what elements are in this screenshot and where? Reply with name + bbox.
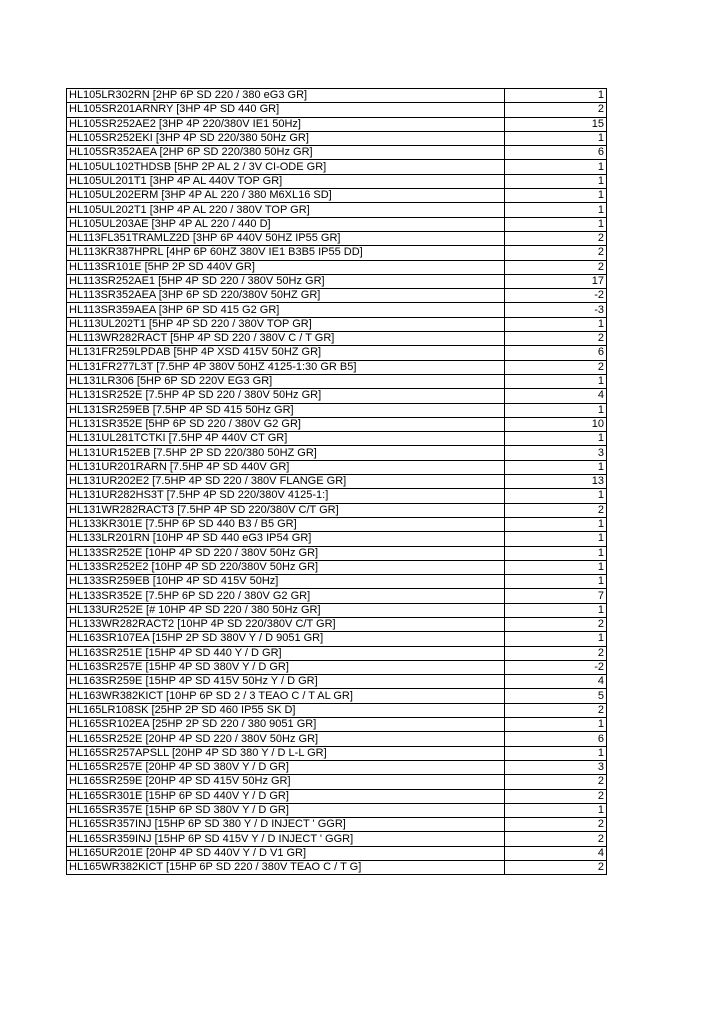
- item-description-cell: HL165LR108SK [25HP 2P SD 460 IP55 SK D]: [67, 703, 505, 717]
- table-row: [67, 546, 607, 560]
- item-quantity-cell: 1: [505, 160, 607, 174]
- table-row: [67, 689, 607, 703]
- item-description-cell: HL165SR257E [20HP 4P SD 380V Y / D GR]: [67, 760, 505, 774]
- item-quantity-cell: 2: [505, 789, 607, 803]
- item-description-cell: HL131UR282HS3T [7.5HP 4P SD 220/380V 4125-1:]: [67, 489, 505, 503]
- table-row: [67, 475, 607, 489]
- item-description-cell: HL131UR152EB [7.5HP 2P SD 220/380 50HZ GR]: [67, 446, 505, 460]
- inventory-table-body: [67, 89, 607, 875]
- table-row: [67, 360, 607, 374]
- table-row: [67, 231, 607, 245]
- item-quantity-cell: 1: [505, 632, 607, 646]
- item-description-cell: HL113SR101E [5HP 2P SD 440V GR]: [67, 260, 505, 274]
- item-quantity-cell: 1: [505, 432, 607, 446]
- item-quantity-cell: 1: [505, 803, 607, 817]
- table-row: [67, 532, 607, 546]
- item-quantity-cell: 2: [505, 818, 607, 832]
- item-quantity-cell: 15: [505, 117, 607, 131]
- item-description-cell: HL131SR252E [7.5HP 4P SD 220 / 380V 50Hz GR]: [67, 389, 505, 403]
- item-quantity-cell: 1: [505, 403, 607, 417]
- item-quantity-cell: 1: [505, 217, 607, 231]
- table-row: [67, 246, 607, 260]
- item-quantity-cell: 2: [505, 246, 607, 260]
- item-quantity-cell: 1: [505, 317, 607, 331]
- table-row: [67, 417, 607, 431]
- item-quantity-cell: 6: [505, 146, 607, 160]
- item-quantity-cell: 10: [505, 417, 607, 431]
- item-description-cell: HL165SR257APSLL [20HP 4P SD 380 Y / D L-L GR]: [67, 746, 505, 760]
- item-description-cell: HL105UL203AE [3HP 4P AL 220 / 440 D]: [67, 217, 505, 231]
- item-quantity-cell: 1: [505, 517, 607, 531]
- item-description-cell: HL131FR259LPDAB [5HP 4P XSD 415V 50HZ GR]: [67, 346, 505, 360]
- table-row: [67, 660, 607, 674]
- item-quantity-cell: 2: [505, 775, 607, 789]
- item-quantity-cell: 1: [505, 174, 607, 188]
- item-quantity-cell: 4: [505, 675, 607, 689]
- table-row: [67, 703, 607, 717]
- item-description-cell: HL113UL202T1 [5HP 4P SD 220 / 380V TOP GR]: [67, 317, 505, 331]
- table-row: [67, 460, 607, 474]
- item-quantity-cell: 2: [505, 503, 607, 517]
- table-row: [67, 718, 607, 732]
- item-description-cell: HL133UR252E [# 10HP 4P SD 220 / 380 50Hz GR]: [67, 603, 505, 617]
- table-row: [67, 117, 607, 131]
- inventory-table: [66, 88, 607, 875]
- table-row: [67, 317, 607, 331]
- table-row: [67, 789, 607, 803]
- table-row: [67, 846, 607, 860]
- item-quantity-cell: 3: [505, 760, 607, 774]
- item-quantity-cell: 1: [505, 374, 607, 388]
- item-quantity-cell: 2: [505, 231, 607, 245]
- item-quantity-cell: 13: [505, 475, 607, 489]
- table-row: [67, 446, 607, 460]
- item-quantity-cell: 2: [505, 703, 607, 717]
- item-quantity-cell: -3: [505, 303, 607, 317]
- item-description-cell: HL133SR252E2 [10HP 4P SD 220/380V 50Hz GR]: [67, 560, 505, 574]
- item-quantity-cell: 7: [505, 589, 607, 603]
- item-quantity-cell: 2: [505, 103, 607, 117]
- table-row: [67, 732, 607, 746]
- item-description-cell: HL113WR282RACT [5HP 4P SD 220 / 380V C / T GR]: [67, 332, 505, 346]
- table-row: [67, 217, 607, 231]
- table-row: [67, 260, 607, 274]
- item-quantity-cell: 2: [505, 260, 607, 274]
- item-description-cell: HL133SR252E [10HP 4P SD 220 / 380V 50Hz GR]: [67, 546, 505, 560]
- table-row: [67, 589, 607, 603]
- item-description-cell: HL131FR277L3T [7.5HP 4P 380V 50HZ 4125-1:30 GR B5]: [67, 360, 505, 374]
- item-description-cell: HL163SR251E [15HP 4P SD 440 Y / D GR]: [67, 646, 505, 660]
- table-row: [67, 489, 607, 503]
- table-row: [67, 432, 607, 446]
- item-quantity-cell: 1: [505, 131, 607, 145]
- item-description-cell: HL165SR259E [20HP 4P SD 415V 50Hz GR]: [67, 775, 505, 789]
- table-row: [67, 517, 607, 531]
- item-quantity-cell: 1: [505, 560, 607, 574]
- item-description-cell: HL165SR252E [20HP 4P SD 220 / 380V 50Hz GR]: [67, 732, 505, 746]
- item-description-cell: HL113SR359AEA [3HP 6P SD 415 G2 GR]: [67, 303, 505, 317]
- item-description-cell: HL131SR259EB [7.5HP 4P SD 415 50Hz GR]: [67, 403, 505, 417]
- item-quantity-cell: 1: [505, 189, 607, 203]
- item-description-cell: HL105UL201T1 [3HP 4P AL 440V TOP GR]: [67, 174, 505, 188]
- item-description-cell: HL133SR259EB [10HP 4P SD 415V 50Hz]: [67, 575, 505, 589]
- table-row: [67, 160, 607, 174]
- table-row: [67, 575, 607, 589]
- table-row: [67, 760, 607, 774]
- item-description-cell: HL105SR352AEA [2HP 6P SD 220/380 50Hz GR]: [67, 146, 505, 160]
- item-description-cell: HL133LR201RN [10HP 4P SD 440 eG3 IP54 GR]: [67, 532, 505, 546]
- item-description-cell: HL133SR352E [7.5HP 6P SD 220 / 380V G2 GR]: [67, 589, 505, 603]
- item-description-cell: HL165WR382KICT [15HP 6P SD 220 / 380V TEAO C / T G]: [67, 861, 505, 875]
- item-quantity-cell: 2: [505, 332, 607, 346]
- item-description-cell: HL163SR257E [15HP 4P SD 380V Y / D GR]: [67, 660, 505, 674]
- item-quantity-cell: 2: [505, 832, 607, 846]
- table-row: [67, 617, 607, 631]
- table-row: [67, 503, 607, 517]
- item-quantity-cell: 4: [505, 389, 607, 403]
- item-quantity-cell: 1: [505, 575, 607, 589]
- item-description-cell: HL105UL102THDSB [5HP 2P AL 2 / 3V CI-ODE GR]: [67, 160, 505, 174]
- table-row: [67, 632, 607, 646]
- item-description-cell: HL165SR301E [15HP 6P SD 440V Y / D GR]: [67, 789, 505, 803]
- table-row: [67, 861, 607, 875]
- table-row: [67, 675, 607, 689]
- item-quantity-cell: 1: [505, 532, 607, 546]
- table-row: [67, 189, 607, 203]
- item-quantity-cell: -2: [505, 289, 607, 303]
- item-quantity-cell: 1: [505, 718, 607, 732]
- item-description-cell: HL163SR259E [15HP 4P SD 415V 50Hz Y / D GR]: [67, 675, 505, 689]
- table-row: [67, 103, 607, 117]
- item-quantity-cell: 2: [505, 617, 607, 631]
- item-quantity-cell: 2: [505, 360, 607, 374]
- item-description-cell: HL165SR357INJ [15HP 6P SD 380 Y / D INJECT ' GGR]: [67, 818, 505, 832]
- table-row: [67, 818, 607, 832]
- item-description-cell: HL105UL202T1 [3HP 4P AL 220 / 380V TOP GR]: [67, 203, 505, 217]
- item-description-cell: HL113KR387HPRL [4HP 6P 60HZ 380V IE1 B3B5 IP55 DD]: [67, 246, 505, 260]
- item-description-cell: HL113FL351TRAMLZ2D [3HP 6P 440V 50HZ IP55 GR]: [67, 231, 505, 245]
- table-row: [67, 374, 607, 388]
- item-quantity-cell: 6: [505, 732, 607, 746]
- item-quantity-cell: -2: [505, 660, 607, 674]
- table-row: [67, 403, 607, 417]
- item-description-cell: HL131UR201RARN [7.5HP 4P SD 440V GR]: [67, 460, 505, 474]
- item-quantity-cell: 1: [505, 603, 607, 617]
- table-row: [67, 289, 607, 303]
- table-row: [67, 346, 607, 360]
- item-description-cell: HL131UL281TCTKI [7.5HP 4P 440V CT GR]: [67, 432, 505, 446]
- item-description-cell: HL105SR201ARNRY [3HP 4P SD 440 GR]: [67, 103, 505, 117]
- table-row: [67, 560, 607, 574]
- item-quantity-cell: 3: [505, 446, 607, 460]
- item-description-cell: HL105SR252EKI [3HP 4P SD 220/380 50Hz GR]: [67, 131, 505, 145]
- item-quantity-cell: 1: [505, 546, 607, 560]
- item-description-cell: HL131UR202E2 [7.5HP 4P SD 220 / 380V FLANGE GR]: [67, 475, 505, 489]
- item-description-cell: HL131WR282RACT3 [7.5HP 4P SD 220/380V C/T GR]: [67, 503, 505, 517]
- item-quantity-cell: 6: [505, 346, 607, 360]
- table-row: [67, 746, 607, 760]
- item-description-cell: HL165SR357E [15HP 6P SD 380V Y / D GR]: [67, 803, 505, 817]
- item-quantity-cell: 5: [505, 689, 607, 703]
- item-description-cell: HL105SR252AE2 [3HP 4P 220/380V IE1 50Hz]: [67, 117, 505, 131]
- item-description-cell: HL163SR107EA [15HP 2P SD 380V Y / D 9051 GR]: [67, 632, 505, 646]
- item-description-cell: HL113SR352AEA [3HP 6P SD 220/380V 50HZ GR]: [67, 289, 505, 303]
- item-quantity-cell: 1: [505, 203, 607, 217]
- table-row: [67, 303, 607, 317]
- table-row: [67, 332, 607, 346]
- item-quantity-cell: 1: [505, 460, 607, 474]
- item-description-cell: HL165SR359INJ [15HP 6P SD 415V Y / D INJECT ' GGR]: [67, 832, 505, 846]
- item-description-cell: HL131LR306 [5HP 6P SD 220V EG3 GR]: [67, 374, 505, 388]
- table-row: [67, 389, 607, 403]
- item-quantity-cell: 17: [505, 274, 607, 288]
- table-row: [67, 775, 607, 789]
- item-quantity-cell: 4: [505, 846, 607, 860]
- table-row: [67, 646, 607, 660]
- item-description-cell: HL133WR282RACT2 [10HP 4P SD 220/380V C/T GR]: [67, 617, 505, 631]
- item-description-cell: HL165SR102EA [25HP 2P SD 220 / 380 9051 GR]: [67, 718, 505, 732]
- item-description-cell: HL165UR201E [20HP 4P SD 440V Y / D V1 GR]: [67, 846, 505, 860]
- item-description-cell: HL113SR252AE1 [5HP 4P SD 220 / 380V 50Hz GR]: [67, 274, 505, 288]
- item-description-cell: HL131SR352E [5HP 6P SD 220 / 380V G2 GR]: [67, 417, 505, 431]
- table-row: [67, 274, 607, 288]
- item-quantity-cell: 2: [505, 646, 607, 660]
- item-description-cell: HL163WR382KICT [10HP 6P SD 2 / 3 TEAO C / T AL GR]: [67, 689, 505, 703]
- item-quantity-cell: 1: [505, 746, 607, 760]
- item-description-cell: HL105LR302RN [2HP 6P SD 220 / 380 eG3 GR]: [67, 89, 505, 103]
- table-row: [67, 203, 607, 217]
- table-row: [67, 146, 607, 160]
- table-row: [67, 803, 607, 817]
- item-description-cell: HL105UL202ERM [3HP 4P AL 220 / 380 M6XL16 SD]: [67, 189, 505, 203]
- item-quantity-cell: 1: [505, 489, 607, 503]
- table-row: [67, 603, 607, 617]
- item-quantity-cell: 2: [505, 861, 607, 875]
- table-row: [67, 89, 607, 103]
- table-row: [67, 174, 607, 188]
- table-row: [67, 832, 607, 846]
- item-description-cell: HL133KR301E [7.5HP 6P SD 440 B3 / B5 GR]: [67, 517, 505, 531]
- item-quantity-cell: 1: [505, 89, 607, 103]
- table-row: [67, 131, 607, 145]
